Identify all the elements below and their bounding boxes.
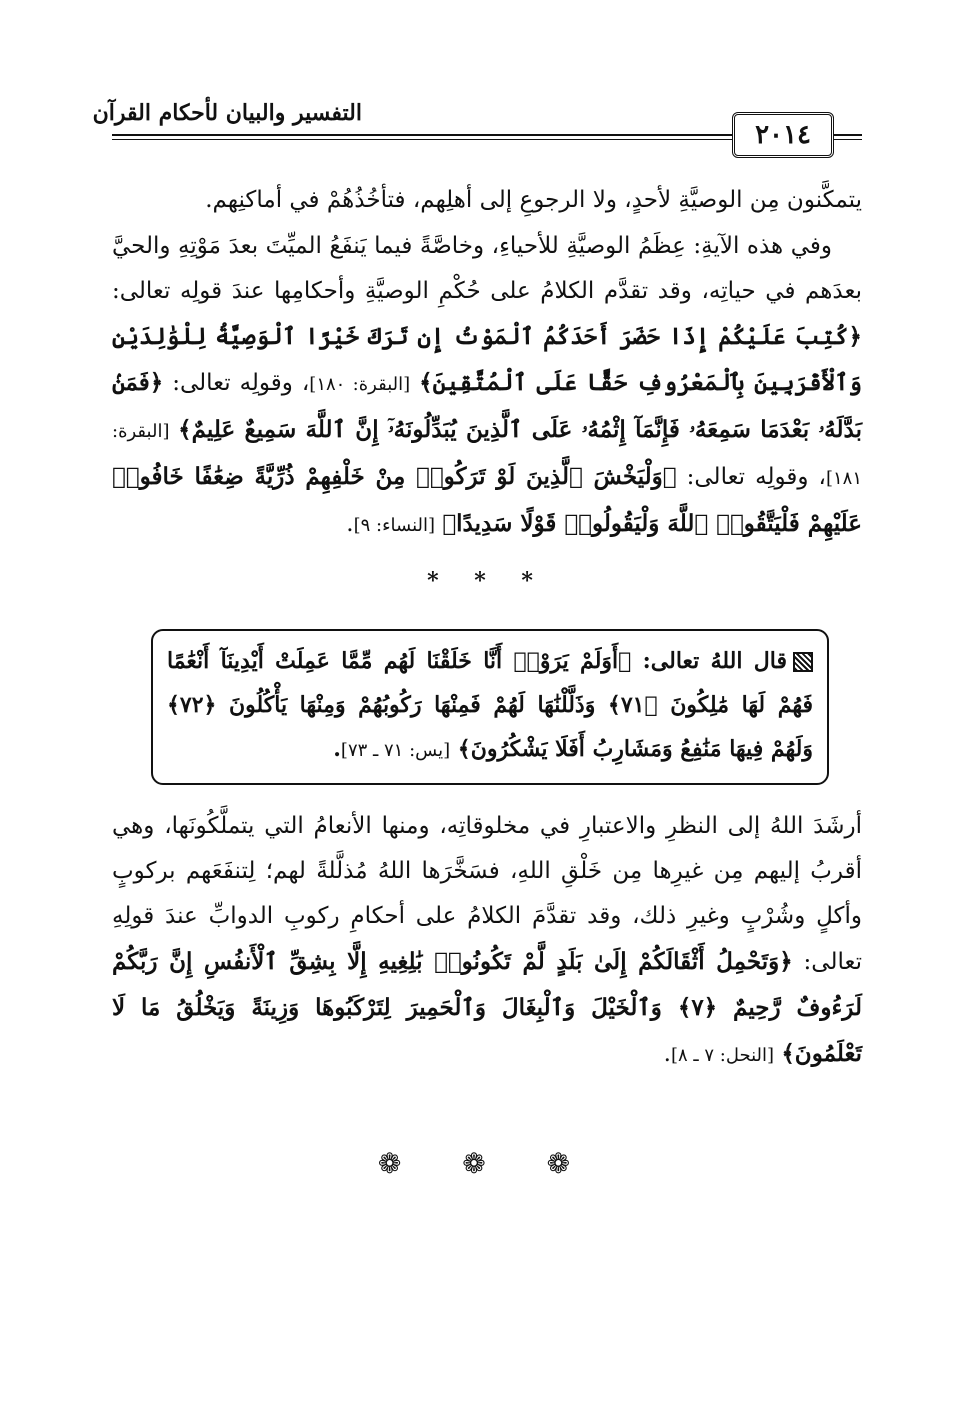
verse-box — [151, 629, 829, 785]
p2-text-b: ، وقولِه تعالى: — [163, 370, 310, 396]
p2-text-c: ، وقولِه تعالى: — [676, 464, 826, 490]
paragraph-3 — [112, 804, 862, 1078]
flower-ornament-icon: ❁ ❁ ❁ — [377, 1147, 597, 1180]
section-separator: * * * — [427, 568, 547, 594]
quran-quote-4: ﴿وَتَحْمِلُ أَثْقَالَكُمْ إِلَىٰ بَلَدٍ لَّمْ تَكُونُوا۟ بَٰلِغِيهِ إِلَّا بِشِقِّ ٱلْأَنفُسِ إِنَّ رَبَّكُمْ لَرَءُوفٌ رَّحِيمٌ ﴿٧﴾ وَٱلْخَيْلَ وَٱلْبِغَالَ وَٱلْحَمِيرَ لِتَرْكَبُوهَا وَزِينَةً وَيَخْلُقُ مَا لَا تَعْلَمُونَ﴾ — [112, 948, 863, 1067]
paragraph-3-text — [112, 804, 862, 1078]
page-number: ٢٠١٤ — [732, 112, 834, 158]
p2-text-a: وفي هذه الآيةِ: عِظَمُ الوصيَّةِ للأحياءِ، وخاصَّةً فيما يَنفَعُ الميِّتَ بعدَ مَوْتِهِ والحيَّ بعدَهم في حياتِه، وقد تقدَّم الكلامُ على حُكْمِ الوصيَّةِ وأحكامِها عندَ قولِه تعالى: — [112, 233, 862, 304]
quran-quote-2: ﴿فَمَنۢ بَدَّلَهُۥ بَعْدَمَا سَمِعَهُۥ فَإِنَّمَآ إِثْمُهُۥ عَلَى ٱلَّذِينَ يُبَدِّلُونَهُۥٓ إِنَّ ٱللَّهَ سَمِيعٌ عَلِيمٌ﴾ — [112, 369, 862, 443]
verse-reference: [يس: ٧١ ـ ٧٣] — [340, 740, 451, 761]
paragraph-1-line: يتمكَّنون مِن الوصيَّةِ لأحدٍ، ولا الرجوعِ إلى أهلِهم، فتأخُذُهُمْ في أماكنِهم. — [205, 187, 862, 213]
p3-end: . — [663, 1041, 671, 1067]
verse-text: ﴿أَوَلَمْ يَرَوْا۟ أَنَّا خَلَقْنَا لَهُم مِّمَّا عَمِلَتْ أَيْدِينَآ أَنْعَٰمًا فَهُمْ لَهَا مَٰلِكُونَ ﴿٧١﴾ وَذَلَّلْنَٰهَا لَهُمْ فَمِنْهَا رَكُوبُهُمْ وَمِنْهَا يَأْكُلُونَ ﴿٧٢﴾ وَلَهُمْ فِيهَا مَنَٰفِعُ وَمَشَارِبُ أَفَلَا يَشْكُرُونَ﴾ — [167, 648, 813, 762]
ornament-square-icon — [793, 652, 813, 672]
reference-1: [البقرة: ١٨٠] — [309, 374, 411, 395]
page-header — [92, 98, 862, 158]
p2-end: . — [346, 511, 354, 537]
paragraph-continuation — [112, 178, 862, 223]
reference-4: [النحل: ٧ ـ ٨] — [670, 1045, 775, 1066]
quran-quote-1: ﴿كُتِبَ عَلَيْكُمْ إِذَا حَضَرَ أَحَدَكُمُ ٱلْمَوْتُ إِن تَرَكَ خَيْرًا ٱلْوَصِيَّةُ لِلْوَٰلِدَيْنِ وَٱلْأَقْرَبِينَ بِٱلْمَعْرُوفِ حَقًّا عَلَى ٱلْمُتَّقِينَ﴾ — [112, 323, 862, 396]
paragraph-2 — [112, 224, 862, 548]
p3-text-a: أرشَدَ اللهُ إلى النظرِ والاعتبارِ في مخلوقاتِه، ومنها الأنعامُ التي يتملَّكُونَها، وهي أقربُ إليهم مِن غيرِها مِن خَلْقِ اللهِ، فسَخَّرَها اللهُ مُذلَّلةً لهم؛ لِتنفَعَهم بركوبٍ وأكلٍ وشُرْبٍ وغيرِ ذلك، وقد تقدَّمَ الكلامُ على أحكامِ ركوبِ الدوابِّ عندَ قولِهِ تعالى: — [112, 813, 862, 975]
reference-2: [البقرة: ١٨١] — [112, 421, 862, 489]
reference-3: [النساء: ٩] — [353, 515, 436, 536]
verse-end: . — [333, 736, 341, 762]
paragraph-2-text — [112, 224, 862, 548]
verse-intro: قال اللهُ تعالى: — [631, 648, 787, 674]
quran-quote-3: ﴿وَلْيَخْشَ ٱلَّذِينَ لَوْ تَرَكُوا۟ مِنْ خَلْفِهِمْ ذُرِّيَّةً ضِعَٰفًا خَافُوا۟ عَلَيْهِمْ فَلْيَتَّقُوا۟ ٱللَّهَ وَلْيَقُولُوا۟ قَوْلًا سَدِيدًا﴾ — [112, 463, 862, 537]
book-title: التفسير والبيان لأحكام القرآن — [92, 100, 362, 126]
